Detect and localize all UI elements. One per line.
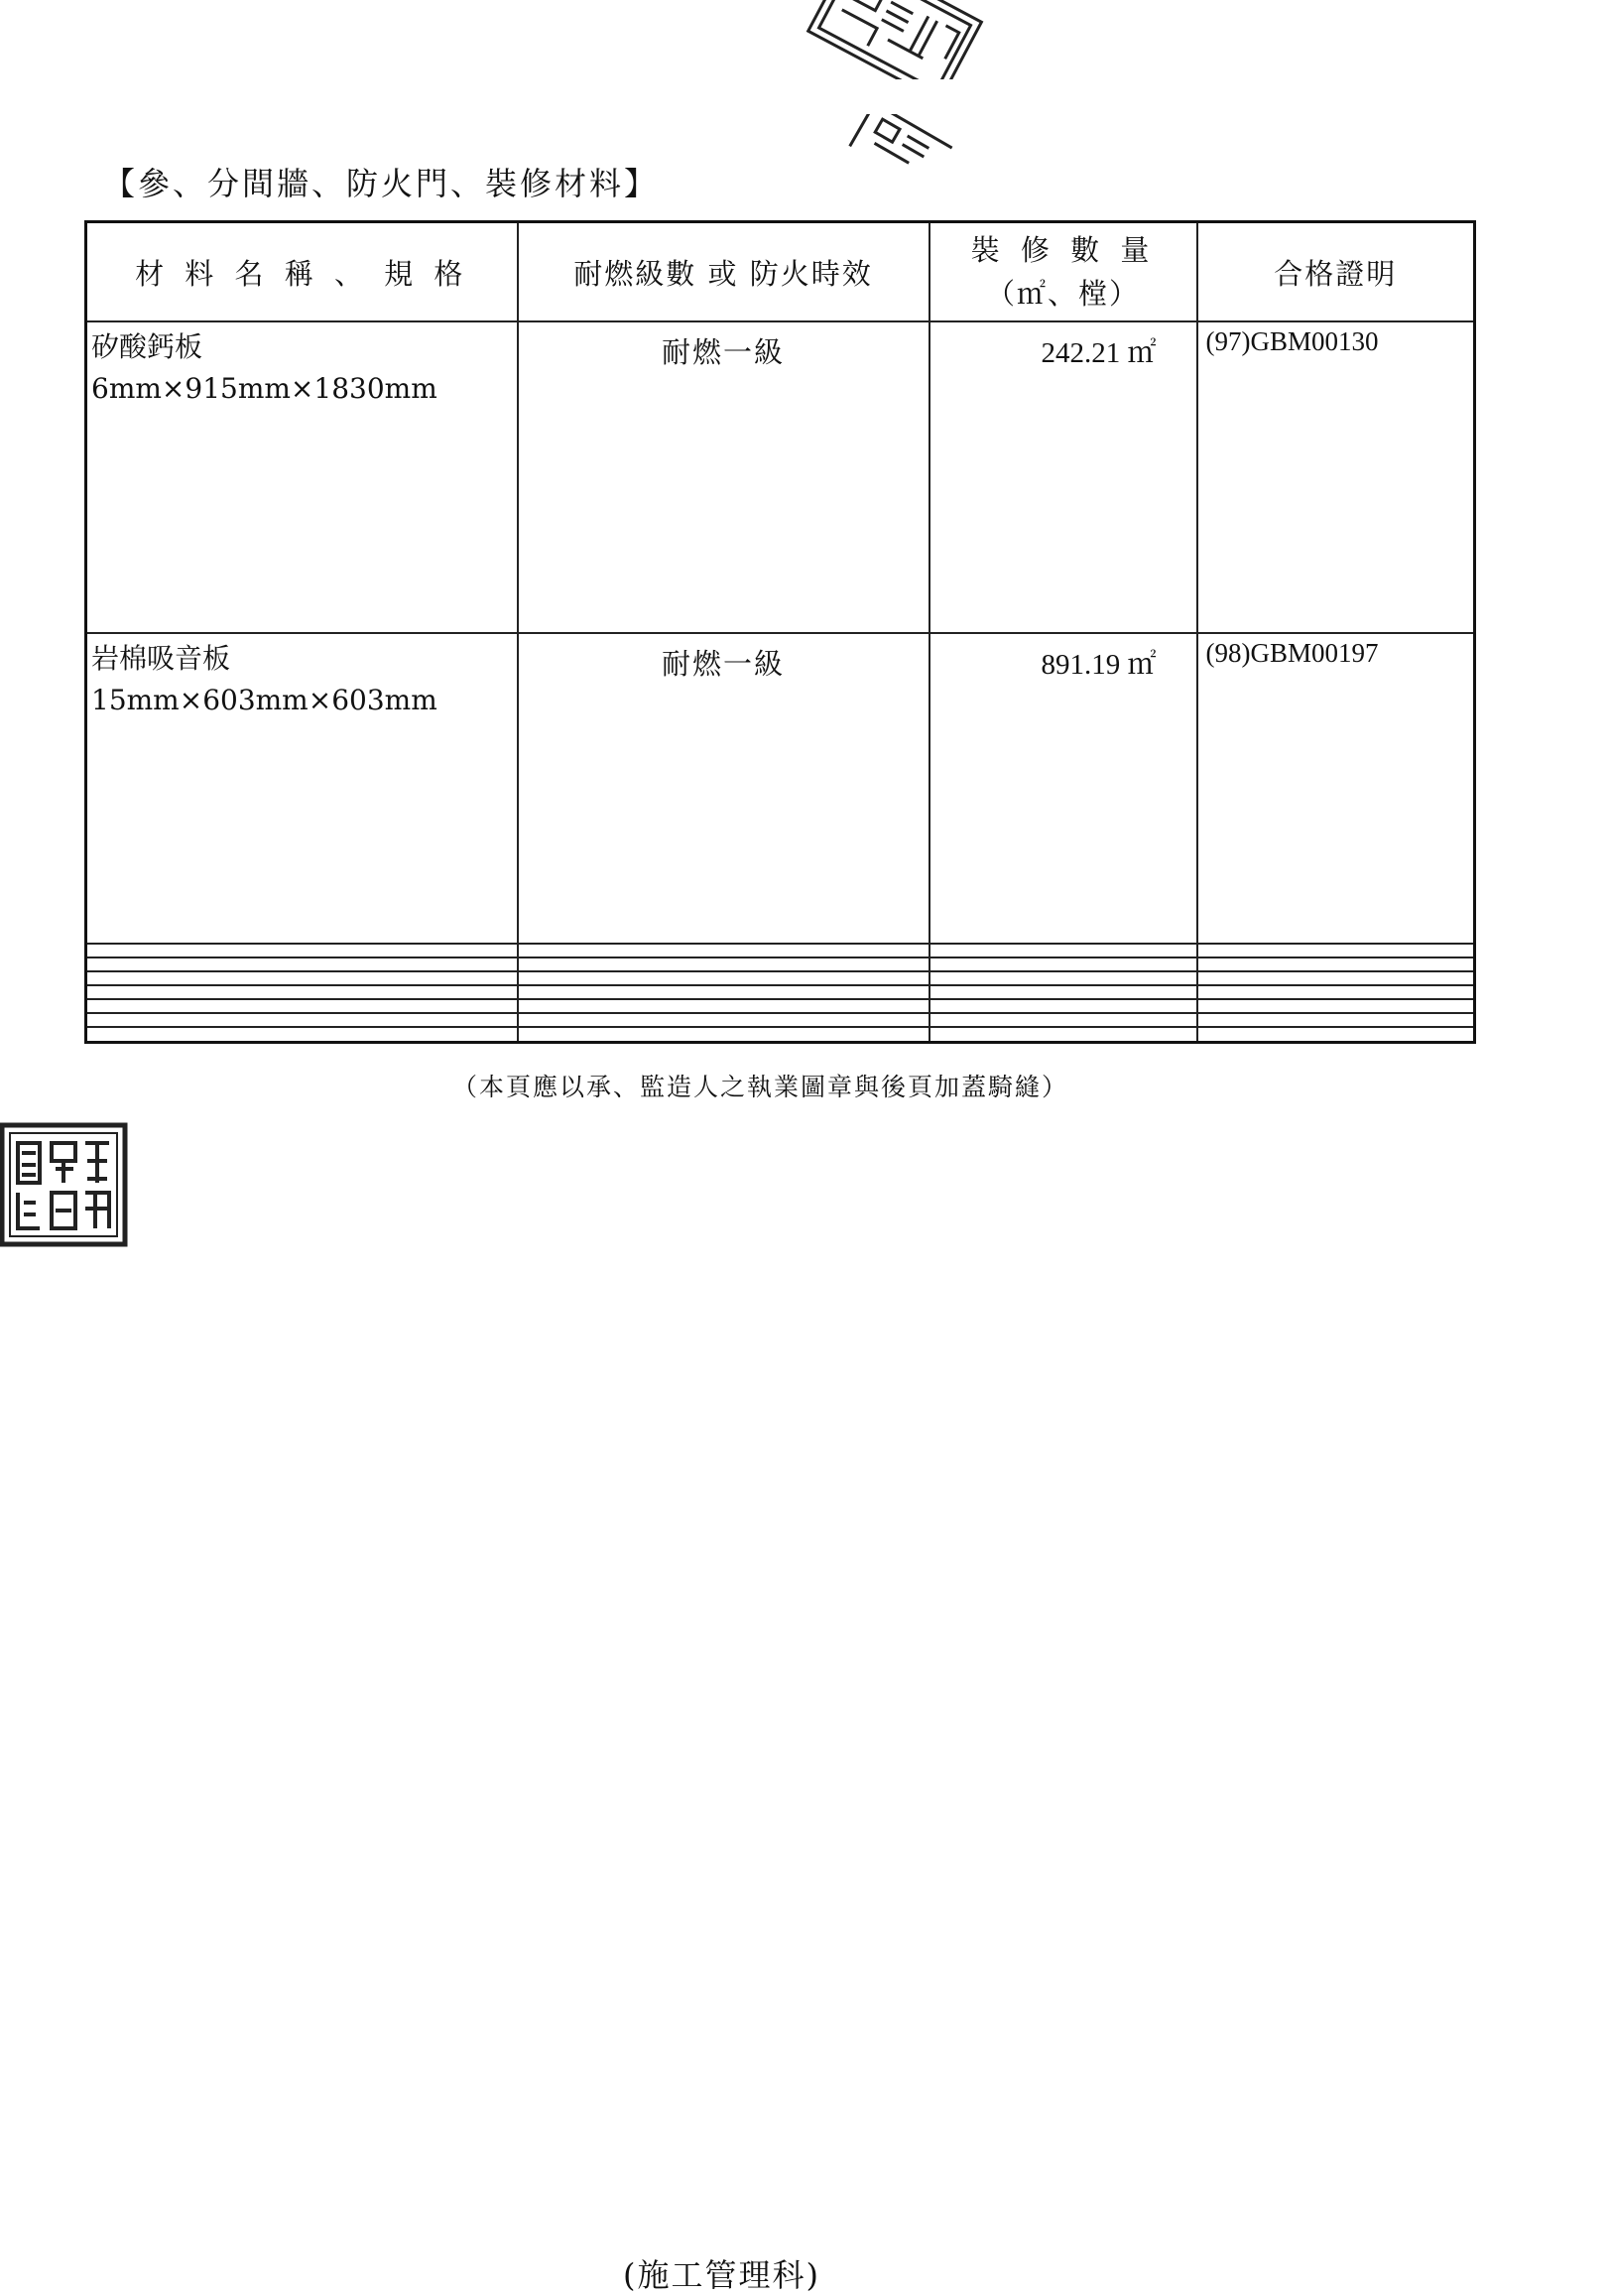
table-row-empty [86,999,1475,1013]
table-header-row [86,222,1475,322]
empty-cell [86,1013,518,1027]
cert-cell: (98)GBM00197 [1197,633,1475,945]
materials-table [84,220,1476,1044]
table-row [86,321,1475,633]
empty-cell [929,1013,1197,1027]
empty-cell [518,944,929,957]
empty-cell [1197,999,1475,1013]
material-cell [86,321,518,633]
header-cert: 合格證明 [1197,222,1475,322]
footnote: （本頁應以承、監造人之執業圖章與後頁加蓋騎縫） [452,1073,1069,1101]
table-row-empty [86,957,1475,971]
empty-cell [86,957,518,971]
empty-cell [1197,957,1475,971]
table-row-empty [86,944,1475,957]
empty-cell [1197,1027,1475,1043]
header-grade: 耐燃級數 或 防火時效 [518,222,929,322]
empty-cell [1197,944,1475,957]
cert-cell: (97)GBM00130 [1197,321,1475,633]
section-title: 【參、分間牆、防火門、裝修材料】 [103,165,660,202]
qty-cell: 242.21 ㎡ [929,321,1197,633]
material-cell [86,633,518,945]
material-name: 岩棉吸音板 [91,641,231,675]
empty-cell [929,957,1197,971]
empty-cell [86,999,518,1013]
material-name: 矽酸鈣板 [91,330,203,363]
empty-cell [1197,1013,1475,1027]
empty-cell [929,971,1197,985]
material-spec: 15mm×603mm×603mm [91,683,437,716]
empty-cell [518,1027,929,1043]
header-qty-line2: （㎡、樘） [985,277,1140,311]
seal-stamp-top [774,0,1002,79]
empty-cell [86,944,518,957]
qty-cell: 891.19 ㎡ [929,633,1197,945]
table-row [86,633,1475,945]
table-row-empty [86,1013,1475,1027]
header-qty-line1: 裝 修 數 量 [970,233,1156,267]
empty-cell [929,1027,1197,1043]
table-row-empty [86,971,1475,985]
empty-cell [86,985,518,999]
empty-cell [518,985,929,999]
empty-cell [929,999,1197,1013]
empty-cell [518,957,929,971]
empty-cell [518,999,929,1013]
grade-cell: 耐燃一級 [518,321,929,633]
empty-cell [518,1013,929,1027]
empty-cell [929,944,1197,957]
header-qty [929,222,1197,322]
department-footer: (施工管理科) [623,2256,820,2294]
empty-cell [1197,971,1475,985]
empty-cell [86,1027,518,1043]
header-name: 材 料 名 稱 、 規 格 [86,222,518,322]
table-row-empty [86,1027,1475,1043]
grade-cell: 耐燃一級 [518,633,929,945]
material-spec: 6mm×915mm×1830mm [91,372,437,405]
table-row-empty [86,985,1475,999]
empty-cell [929,985,1197,999]
empty-cell [86,971,518,985]
seal-stamp-partial [843,114,962,193]
seal-stamp-left [0,1121,129,1250]
empty-cell [518,971,929,985]
empty-cell [1197,985,1475,999]
